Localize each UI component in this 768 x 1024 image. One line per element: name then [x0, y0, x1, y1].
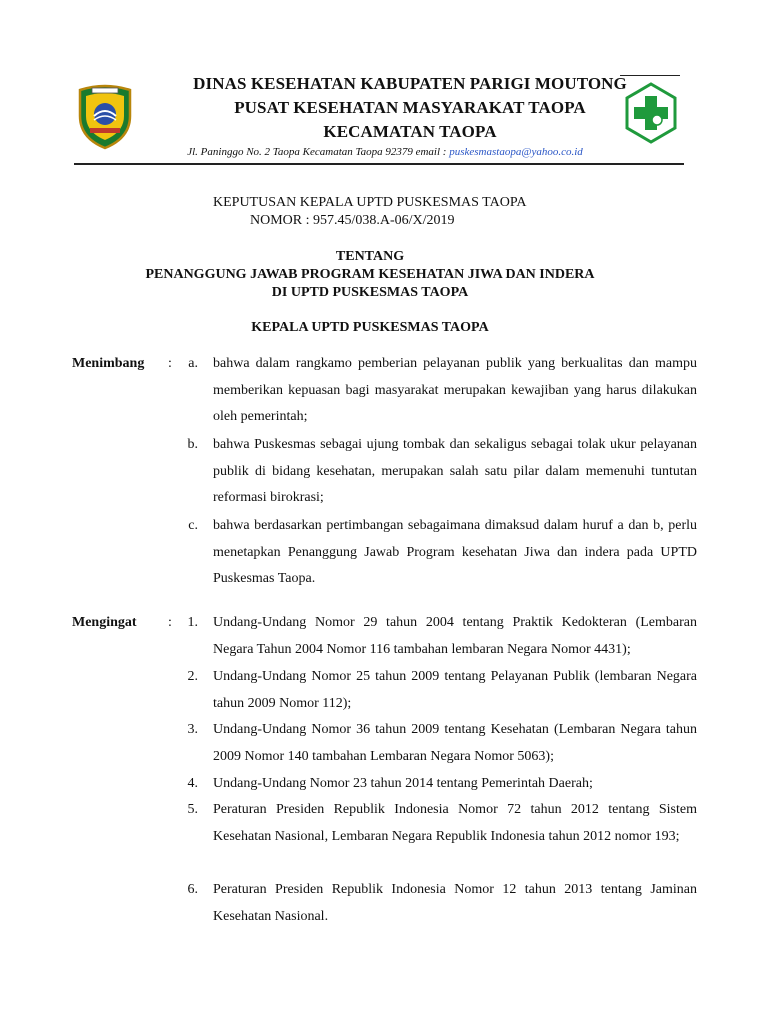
- official-title: KEPALA UPTD PUSKESMAS TAOPA: [251, 320, 489, 335]
- mengingat-item-4: Undang-Undang Nomor 23 tahun 2014 tentang Pemerintah Daerah;: [213, 776, 593, 791]
- mengingat-marker-2: 2.: [187, 669, 198, 684]
- letterhead-address: [150, 146, 620, 158]
- mengingat-marker-6: 6.: [187, 882, 198, 897]
- menimbang-marker-a: a.: [188, 356, 198, 371]
- letterhead-line-1: DINAS KESEHATAN KABUPATEN PARIGI MOUTONG: [193, 74, 627, 93]
- menimbang-item-a: bahwa dalam rangkamo pemberian pelayanan publik yang berkualitas dan mampu memberikan kepuasan bagi masyarakat merupakan kewajiban yang harus dilakukan oleh pemerintah;: [213, 356, 697, 424]
- subject-line-1: PENANGGUNG JAWAB PROGRAM KESEHATAN JIWA DAN INDERA: [145, 267, 595, 282]
- mengingat-item-5: Peraturan Presiden Republik Indonesia Nomor 72 tahun 2012 tentang Sistem Kesehatan Nasional, Lembaran Negara Republik Indonesia tahun 2012 nomor 193;: [213, 802, 697, 844]
- about-label: TENTANG: [335, 249, 405, 264]
- address-text: Jl. Paninggo No. 2 Taopa Kecamatan Taopa 92379 email :: [187, 146, 450, 158]
- mengingat-item-2: Undang-Undang Nomor 25 tahun 2009 tentang Pelayanan Publik (lembaran Negara tahun 2009 Nomor 112);: [213, 669, 697, 711]
- decree-title: KEPUTUSAN KEPALA UPTD PUSKESMAS TAOPA: [213, 195, 527, 210]
- menimbang-label: Menimbang: [72, 356, 145, 371]
- letterhead-line-3: KECAMATAN TAOPA: [323, 122, 497, 141]
- mengingat-item-6: Peraturan Presiden Republik Indonesia Nomor 12 tahun 2013 tentang Jaminan Kesehatan Nasional.: [213, 882, 697, 924]
- mengingat-marker-5: 5.: [187, 802, 198, 817]
- mengingat-item-3: Undang-Undang Nomor 36 tahun 2009 tentang Kesehatan (Lembaran Negara tahun 2009 Nomor 140 tambahan Lembaran Negara Nomor 5063);: [213, 722, 697, 764]
- subject-line-2: DI UPTD PUSKESMAS TAOPA: [271, 285, 469, 300]
- mengingat-marker-4: 4.: [187, 776, 198, 791]
- menimbang-item-b: bahwa Puskesmas sebagai ujung tombak dan sekaligus sebagai tolak ukur pelayanan publik di bidang kesehatan, merupakan salah satu pilar dalam memenuhi tuntutan reformasi birokrasi;: [213, 437, 697, 505]
- letterhead-line-2: PUSAT KESEHATAN MASYARAKAT TAOPA: [234, 98, 586, 117]
- menimbang-item-c: bahwa berdasarkan pertimbangan sebagaimana dimaksud dalam huruf a dan b, perlu menetapkan Penanggung Jawab Program kesehatan Jiwa dan indera pada UPTD Puskesmas Taopa.: [213, 518, 697, 586]
- menimbang-marker-b: b.: [187, 437, 198, 452]
- mengingat-colon: :: [168, 615, 172, 630]
- mengingat-marker-3: 3.: [187, 722, 198, 737]
- mengingat-item-1: Undang-Undang Nomor 29 tahun 2004 tentang Praktik Kedokteran (Lembaran Negara Tahun 2004 Nomor 116 tambahan lembaran Negara Nomor 4431);: [213, 615, 697, 657]
- letterhead-rule: [74, 163, 684, 165]
- menimbang-marker-c: c.: [188, 518, 198, 533]
- email-link[interactable]: puskesmastaopa@yahoo.co.id: [449, 146, 583, 158]
- mengingat-label: Mengingat: [72, 615, 137, 630]
- mengingat-marker-1: 1.: [187, 615, 198, 630]
- menimbang-colon: :: [168, 356, 172, 371]
- decree-number: NOMOR : 957.45/038.A-06/X/2019: [250, 213, 455, 228]
